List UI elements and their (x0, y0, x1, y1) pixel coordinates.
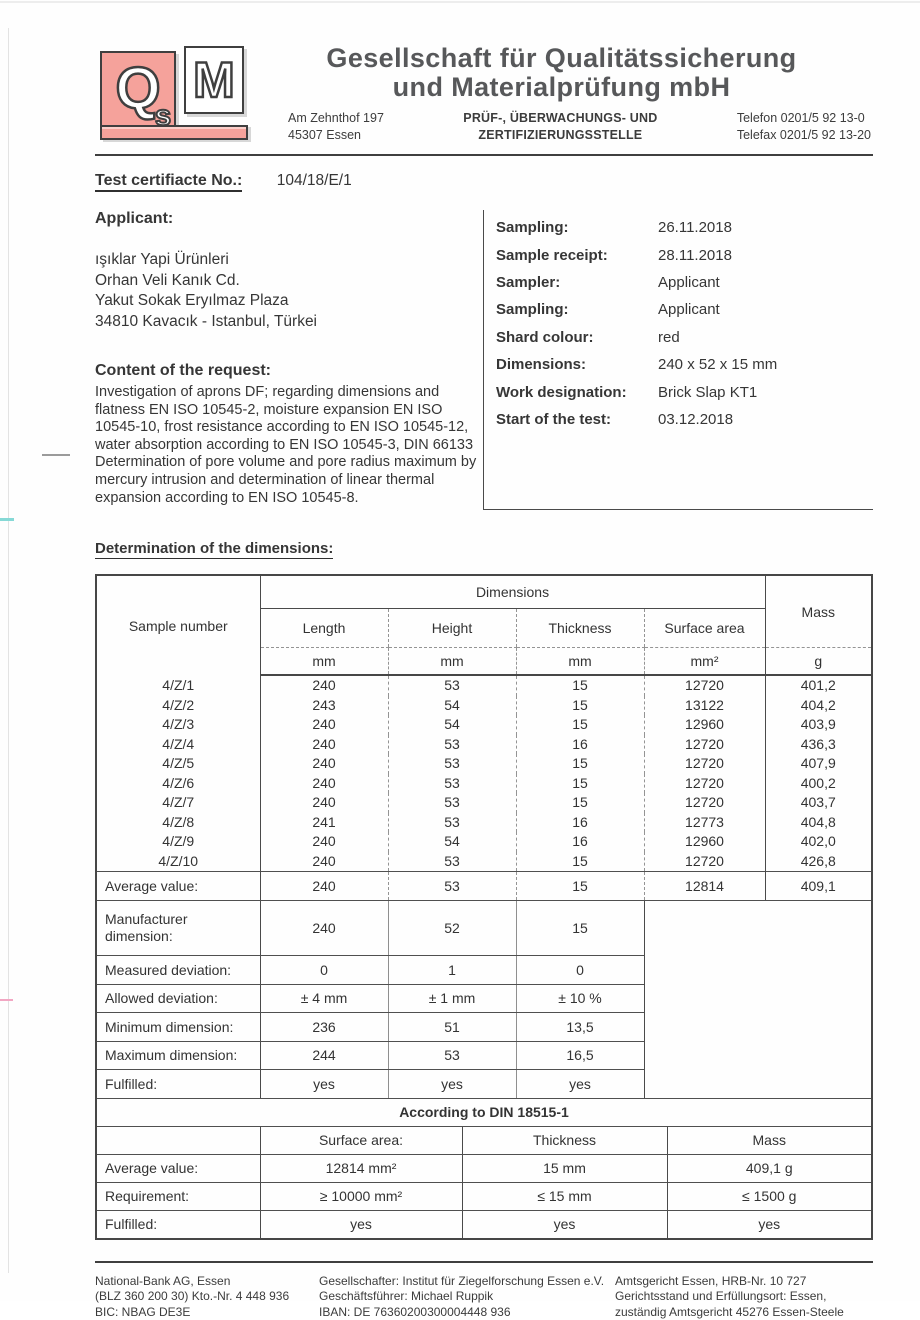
info-section (95, 210, 873, 510)
qsm-logo (95, 44, 250, 139)
scan-fold-mark (42, 454, 70, 456)
info-row (496, 378, 873, 405)
logo-q-letter: Q (115, 60, 160, 118)
info-row (496, 214, 873, 241)
address-line2: 45307 Essen (288, 127, 384, 144)
info-label: Sample receipt: (496, 247, 658, 264)
din-table (97, 1099, 871, 1238)
fax-line: Telefax 0201/5 92 13-20 (737, 127, 871, 144)
col-mass-header: Mass (765, 576, 871, 648)
footer-company: Gesellschafter: Institut für Ziegelforschung Essen e.V. Geschäftsführer: Michael Ruppik IBAN: DE 76360200300004448 936 (319, 1274, 615, 1320)
company-title-line2: und Materialprüfung mbH (250, 73, 873, 102)
table-row: 4/Z/7 240 53 15 12720 403,7 (97, 793, 871, 813)
applicant-heading: Applicant: (95, 210, 483, 228)
office-line2: ZERTIFIZIERUNGSSTELLE (463, 127, 657, 144)
din-label: Average value: (97, 1154, 260, 1182)
company-title (250, 44, 873, 102)
info-label: Dimensions: (496, 356, 658, 373)
info-value: Applicant (658, 301, 720, 318)
applicant-address (95, 250, 483, 332)
info-value: 240 x 52 x 15 mm (658, 356, 777, 373)
table-row: 4/Z/3 240 54 15 12960 403,9 (97, 715, 871, 735)
info-label: Work designation: (496, 384, 658, 401)
applicant-block (95, 210, 483, 510)
din-heading-row (97, 1099, 871, 1127)
table-row: 4/Z/6 240 53 15 12720 400,2 (97, 774, 871, 794)
summary-label: Maximum dimension: (97, 1041, 260, 1070)
table-row: 4/Z/4 240 53 16 12720 436,3 (97, 735, 871, 755)
logo-m-box (184, 46, 244, 114)
certificate-number-value: 104/18/E/1 (277, 172, 352, 189)
cell-sample: 4/Z/10 (97, 852, 260, 872)
scan-pink-mark (0, 999, 13, 1001)
certificate-number-label: Test certifiacte No.: (95, 172, 242, 192)
dimensions-group-header: Dimensions (260, 576, 765, 609)
dimensions-table-frame (95, 574, 873, 1240)
applicant-line4: 34810 Kavacık - Istanbul, Türkei (95, 312, 483, 333)
applicant-line2: Orhan Veli Kanık Cd. (95, 271, 483, 292)
info-label: Sampler: (496, 274, 658, 291)
info-value: red (658, 329, 680, 346)
table-row: 4/Z/2 243 54 15 13122 404,2 (97, 696, 871, 716)
table-row: 4/Z/1 240 53 15 12720 401,2 (97, 675, 871, 696)
table-header-row (97, 576, 871, 609)
info-value: Brick Slap KT1 (658, 384, 757, 401)
summary-row: Fulfilled: yes yes yes (97, 1070, 871, 1099)
summary-label: Allowed deviation: (97, 984, 260, 1013)
applicant-line3: Yakut Sokak Eryılmaz Plaza (95, 291, 483, 312)
din-label: Fulfilled: (97, 1210, 260, 1238)
summary-row: Measured deviation: 0 1 0 (97, 956, 871, 985)
summary-row: Minimum dimension: 236 51 13,5 (97, 1013, 871, 1042)
table-row: 4/Z/8 241 53 16 12773 404,8 (97, 813, 871, 833)
letterhead (95, 0, 873, 144)
unit-cell: g (765, 648, 871, 676)
cell-sample: 4/Z/5 (97, 754, 260, 774)
din-row: Average value: 12814 mm² 15 mm 409,1 g (97, 1154, 871, 1182)
request-text: Investigation of aprons DF; regarding dimensions and flatness EN ISO 10545-2, moisture expansion EN ISO 10545-10, frost resistance according to EN ISO 10545-12, water absorption according to EN ISO 10545-3, DIN 66133 Determination of pore volume and pore radius maximum by mercury intrusion and determination of linear thermal expansion according to EN ISO 10545-8. (95, 384, 477, 507)
summary-row: Maximum dimension: 244 53 16,5 (97, 1041, 871, 1070)
phone-line: Telefon 0201/5 92 13-0 (737, 110, 871, 127)
company-address (288, 110, 384, 144)
cell-sample: 4/Z/7 (97, 793, 260, 813)
cell-sample: 4/Z/6 (97, 774, 260, 794)
din-row: Fulfilled: yes yes yes (97, 1210, 871, 1238)
summary-row: Manufacturer dimension: 240 52 15 (97, 901, 871, 956)
unit-cell: mm² (644, 648, 765, 676)
office-line1: PRÜF-, ÜBERWACHUNGS- UND (463, 110, 657, 127)
info-label: Shard colour: (496, 329, 658, 346)
col-height-header: Height (388, 609, 516, 648)
company-title-line1: Gesellschaft für Qualitätssicherung (250, 44, 873, 73)
info-value: 26.11.2018 (658, 219, 732, 236)
cell-sample: 4/Z/9 (97, 832, 260, 852)
col-thickness-header: Thickness (516, 609, 644, 648)
table-row: 4/Z/5 240 53 15 12720 407,9 (97, 754, 871, 774)
sample-info-panel (483, 210, 873, 510)
cell-sample: 4/Z/1 (97, 675, 260, 696)
certificate-number-line (95, 172, 873, 190)
info-value: 03.12.2018 (658, 411, 733, 428)
info-row (496, 406, 873, 433)
info-row (496, 296, 873, 323)
info-label: Sampling: (496, 219, 658, 236)
col-sample-header: Sample number (97, 576, 260, 675)
scan-teal-mark (0, 518, 14, 521)
cell-sample: 4/Z/3 (97, 715, 260, 735)
table-row: 4/Z/9 240 54 16 12960 402,0 (97, 832, 871, 852)
request-heading: Content of the request: (95, 362, 483, 380)
summary-empty-cell (644, 901, 871, 1099)
unit-cell: mm (260, 648, 388, 676)
average-row: Average value: 240 53 15 12814 409,1 (97, 872, 871, 901)
cell-sample: 4/Z/2 (97, 696, 260, 716)
table-row: 4/Z/10 240 53 15 12720 426,8 (97, 852, 871, 872)
average-label: Average value: (97, 872, 260, 901)
din-col-mass: Mass (667, 1126, 871, 1154)
cell-sample: 4/Z/8 (97, 813, 260, 833)
info-label: Sampling: (496, 301, 658, 318)
col-length-header: Length (260, 609, 388, 648)
address-line1: Am Zehnthof 197 (288, 110, 384, 127)
scan-edge-left (8, 28, 9, 1273)
logo-s-letter: s (155, 100, 171, 133)
din-header-row (97, 1126, 871, 1154)
cell-sample: 4/Z/4 (97, 735, 260, 755)
logo-m-letter: M (193, 55, 235, 105)
din-col-thickness: Thickness (462, 1126, 667, 1154)
summary-row: Allowed deviation: ± 4 mm ± 1 mm ± 10 % (97, 984, 871, 1013)
info-row (496, 269, 873, 296)
summary-label: Measured deviation: (97, 956, 260, 985)
logo-bar (100, 125, 248, 140)
col-surface-header: Surface area (644, 609, 765, 648)
letterhead-right (250, 44, 873, 144)
dimensions-table (97, 576, 871, 1099)
din-heading: According to DIN 18515-1 (97, 1099, 871, 1127)
letterhead-info-row (250, 102, 873, 144)
din-label: Requirement: (97, 1182, 260, 1210)
din-col-surface: Surface area: (260, 1126, 462, 1154)
footer (95, 1274, 873, 1320)
info-row (496, 324, 873, 351)
info-value: 28.11.2018 (658, 247, 732, 264)
footer-court: Amtsgericht Essen, HRB-Nr. 10 727 Gerichtsstand und Erfüllungsort: Essen, zuständig Amtsgericht 45276 Essen-Steele (615, 1274, 873, 1320)
unit-cell: mm (388, 648, 516, 676)
info-label: Start of the test: (496, 411, 658, 428)
din-empty-header (97, 1126, 260, 1154)
summary-label: Manufacturer dimension: (97, 901, 260, 956)
phone-block (737, 110, 871, 144)
unit-cell: mm (516, 648, 644, 676)
info-row (496, 241, 873, 268)
info-value: Applicant (658, 274, 720, 291)
header-rule (95, 154, 873, 156)
din-row: Requirement: ≥ 10000 mm² ≤ 15 mm ≤ 1500 g (97, 1182, 871, 1210)
info-row (496, 351, 873, 378)
footer-bank: National-Bank AG, Essen (BLZ 360 200 30) Kto.-Nr. 4 448 936 BIC: NBAG DE3E (95, 1274, 319, 1320)
dimensions-heading: Determination of the dimensions: (95, 540, 873, 557)
footer-rule (95, 1261, 873, 1263)
applicant-line1: ışıklar Yapi Ürünleri (95, 250, 483, 271)
summary-label: Minimum dimension: (97, 1013, 260, 1042)
office-designation (463, 110, 657, 144)
summary-label: Fulfilled: (97, 1070, 260, 1099)
